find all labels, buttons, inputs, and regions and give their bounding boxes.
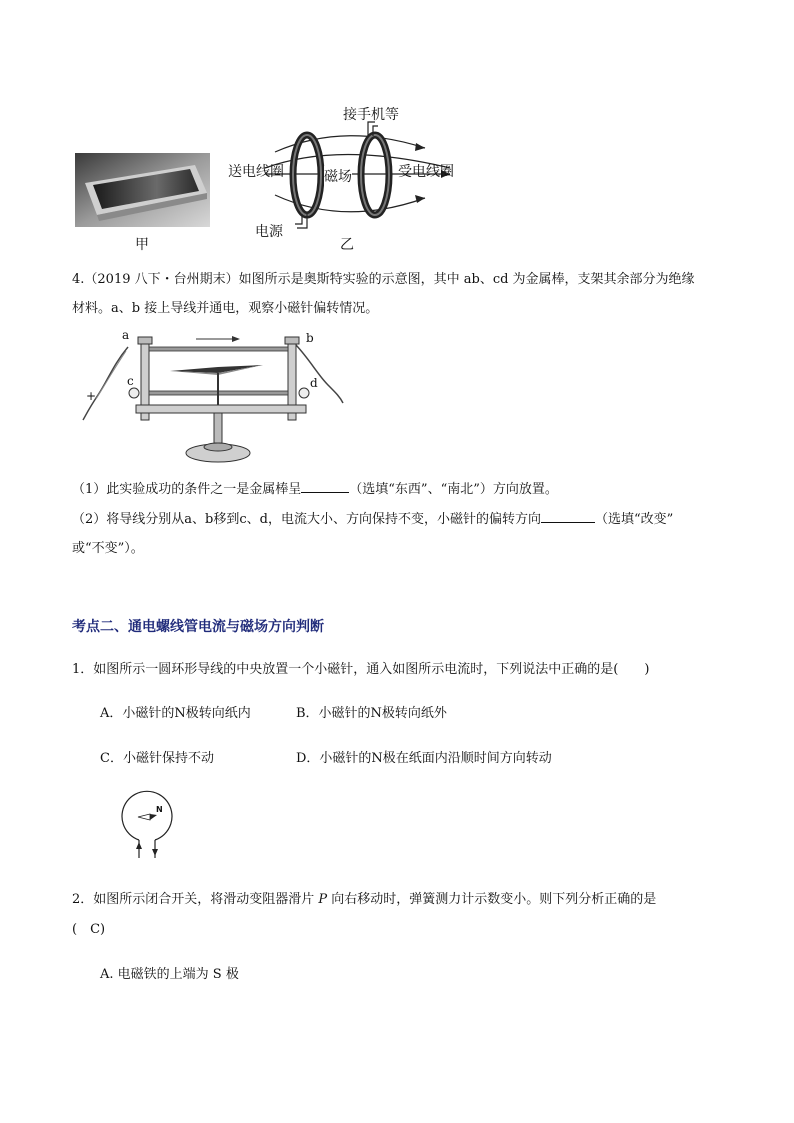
label-c: c bbox=[127, 374, 134, 388]
q1-stem: 1．如图所示一圆环形导线的中央放置一个小磁针，通入如图所示电流时，下列说法中正确的是( ) bbox=[72, 662, 650, 677]
phone-photo-drawing bbox=[75, 153, 210, 227]
q2-option-a[interactable]: A. 电磁铁的上端为 S 极 bbox=[100, 967, 239, 982]
q2-stem-post: 向右移动时，弹簧测力计示数变小。则下列分析正确的是 bbox=[327, 892, 657, 907]
label-send-coil: 送电线圈 bbox=[228, 164, 284, 180]
q1-option-c[interactable]: C．小磁针保持不动 bbox=[100, 751, 214, 766]
q4-intro-line2: 材料。a、b 接上导线并通电，观察小磁针偏转情况。 bbox=[72, 301, 379, 316]
q1-option-d[interactable]: D．小磁针的N极在纸面内沿顺时间方向转动 bbox=[296, 751, 552, 766]
ring-diagram-drawing bbox=[112, 790, 182, 860]
label-plus: + bbox=[86, 389, 97, 403]
q2-stem-p: P bbox=[318, 892, 328, 907]
q1-option-a[interactable]: A．小磁针的N极转向纸内 bbox=[100, 706, 251, 721]
q4-sub1-blank[interactable] bbox=[301, 479, 349, 493]
label-a: a bbox=[122, 328, 130, 342]
label-d: d bbox=[310, 376, 318, 390]
caption-yi: 乙 bbox=[340, 237, 354, 253]
q4-sub2-blank[interactable] bbox=[541, 509, 595, 523]
q4-sub2-post: （选填“改变” bbox=[594, 512, 674, 527]
q4-sub1-pre: （1）此实验成功的条件之一是金属棒呈 bbox=[72, 482, 302, 497]
q4-sub1-post: （选填“东西”、“南北”）方向放置。 bbox=[349, 482, 558, 497]
label-b: b bbox=[306, 331, 314, 345]
q4-sub2-line2: 或“不变”）。 bbox=[72, 541, 144, 556]
q4-intro-line1: 4.（2019 八下・台州期末）如图所示是奥斯特实验的示意图，其中 ab、cd 为金属棒，支架其余部分为绝缘 bbox=[72, 272, 695, 287]
q4-sub2-pre: （2）将导线分别从a、b移到c、d，电流大小、方向保持不变，小磁针的偏转方向 bbox=[72, 512, 541, 527]
caption-jia: 甲 bbox=[135, 237, 149, 253]
label-receive-coil: 受电线圈 bbox=[398, 164, 454, 180]
q2-stem-line2: ( C) bbox=[72, 922, 106, 937]
q4-sub2 bbox=[72, 509, 673, 529]
q4-sub1 bbox=[72, 479, 558, 499]
q2-stem-pre: 2．如图所示闭合开关，将滑动变阻器滑片 bbox=[72, 892, 319, 907]
label-phone: 接手机等 bbox=[343, 107, 399, 123]
q1-option-b[interactable]: B．小磁针的N极转向纸外 bbox=[296, 706, 447, 721]
section-title: 考点二、通电螺线管电流与磁场方向判断 bbox=[72, 619, 324, 635]
oersted-apparatus bbox=[78, 325, 348, 470]
q2-stem-line1 bbox=[72, 891, 656, 909]
needle-n-label: N bbox=[156, 805, 163, 814]
label-power: 电源 bbox=[255, 224, 283, 240]
phone-photo bbox=[75, 153, 210, 227]
oersted-apparatus-drawing bbox=[78, 325, 348, 470]
ring-diagram bbox=[112, 790, 182, 860]
label-field: 磁场 bbox=[324, 166, 352, 186]
